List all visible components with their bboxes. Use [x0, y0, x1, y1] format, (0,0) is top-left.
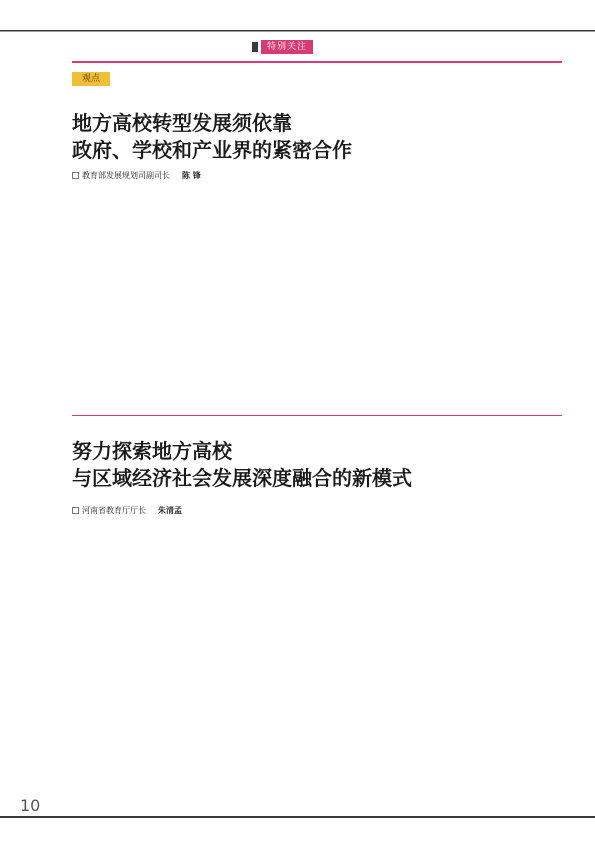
section-tag-label: 特别关注 — [261, 40, 313, 54]
article-separator-rule — [72, 415, 562, 417]
article-1-headline-line-2: 政府、学校和产业界的紧密合作 — [72, 138, 352, 162]
article-1-body — [72, 190, 562, 408]
article-2-headline-line-1: 努力探索地方高校 — [72, 439, 232, 463]
article-2-headline — [72, 438, 412, 492]
footer-rule-line — [0, 816, 595, 818]
article-2-headline-line-2: 与区域经济社会发展深度融合的新模式 — [72, 466, 412, 490]
article-1-byline-org: 教育部发展规划司副司长 — [82, 171, 170, 180]
page-number: 10 — [20, 796, 41, 815]
article-2-body — [72, 528, 562, 818]
top-divider-line — [72, 61, 562, 63]
header-spine-line — [0, 28, 595, 34]
article-separator-line — [72, 415, 562, 416]
section-tag-marker — [252, 42, 258, 52]
article-2-column-3 — [409, 528, 562, 818]
article-2-byline — [72, 505, 182, 516]
article-2-byline-name: 朱清孟 — [158, 506, 182, 515]
header-spine-rule — [0, 30, 595, 32]
article-1-column-3 — [409, 190, 562, 408]
article-1-column-2 — [241, 190, 394, 408]
top-divider-rule — [72, 61, 562, 64]
article-2-byline-org: 河南省教育厅厅长 — [82, 506, 146, 515]
article-2-column-2 — [241, 528, 394, 818]
byline-marker-icon — [72, 172, 79, 179]
article-2-column-1 — [72, 528, 225, 818]
column-tag: 观点 — [72, 72, 110, 86]
byline-marker-icon — [72, 507, 79, 514]
article-1-column-1 — [72, 190, 225, 408]
section-tag — [252, 40, 313, 54]
article-1-byline — [72, 170, 201, 181]
article-1-headline-line-1: 地方高校转型发展须依靠 — [72, 111, 292, 135]
article-1-headline — [72, 110, 352, 164]
footer-rule — [0, 816, 595, 819]
article-1-byline-name: 陈 锋 — [182, 171, 201, 180]
